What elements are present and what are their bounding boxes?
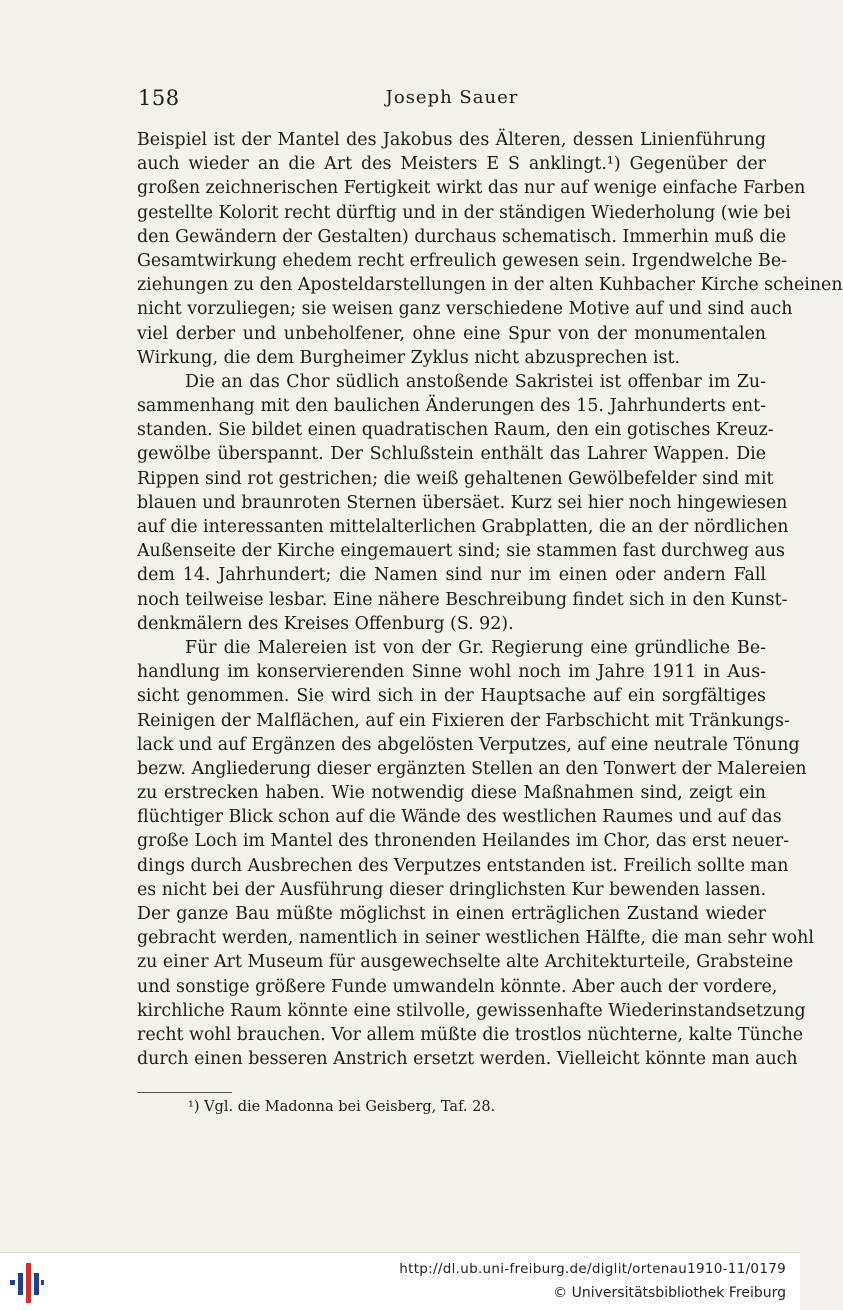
text-line: dings durch Ausbrechen des Verputzes entstanden ist. Freilich sollte man bbox=[137, 855, 789, 876]
viewer-footer bbox=[0, 1252, 800, 1310]
text-line: noch teilweise lesbar. Eine nähere Beschreibung findet sich in den Kunst- bbox=[137, 589, 788, 610]
library-logo-icon bbox=[10, 1263, 44, 1303]
running-head: Joseph Sauer bbox=[385, 87, 519, 108]
text-line: dem 14. Jahrhundert; die Namen sind nur im einen oder andern Fall bbox=[137, 565, 766, 586]
text-line: gebracht werden, namentlich in seiner westlichen Hälfte, die man sehr wohl bbox=[137, 928, 814, 949]
text-line: standen. Sie bildet einen quadratischen Raum, den ein gotisches Kreuz- bbox=[137, 420, 774, 441]
text-line: Reinigen der Malflächen, auf ein Fixieren der Farbschicht mit Tränkungs- bbox=[137, 710, 790, 731]
footnote-rule bbox=[137, 1092, 232, 1093]
text-line: und sonstige größere Funde umwandeln könnte. Aber auch der vordere, bbox=[137, 976, 778, 997]
text-line: Gesamtwirkung ehedem recht erfreulich gewesen sein. Irgendwelche Be- bbox=[137, 250, 788, 271]
text-line: Beispiel ist der Mantel des Jakobus des Älteren, dessen Linienführung bbox=[137, 130, 766, 150]
permalink-url[interactable]: http://dl.ub.uni-freiburg.de/diglit/ortenau1910-11/0179 bbox=[399, 1261, 786, 1277]
text-line: flüchtiger Blick schon auf die Wände des westlichen Raumes und auf das bbox=[137, 807, 782, 828]
body-text bbox=[137, 128, 843, 1071]
text-line: viel derber und unbeholfener, ohne eine Spur von der monumentalen bbox=[137, 323, 766, 344]
text-line: auf die interessanten mittelalterlichen Grabplatten, die an der nördlichen bbox=[137, 517, 789, 537]
text-line: gewölbe überspannt. Der Schlußstein enthält das Lahrer Wappen. Die bbox=[137, 444, 766, 465]
text-line: es nicht bei der Ausführung dieser dringlichsten Kur bewenden lassen. bbox=[137, 879, 766, 900]
text-line: durch einen besseren Anstrich ersetzt werden. Vielleicht könnte man auch bbox=[137, 1049, 798, 1070]
text-line: große Loch im Mantel des thronenden Heilandes im Chor, das erst neuer- bbox=[137, 831, 790, 852]
text-line: Rippen sind rot gestrichen; die weiß gehaltenen Gewölbefelder sind mit bbox=[137, 468, 774, 489]
text-line: großen zeichnerischen Fertigkeit wirkt das nur auf wenige einfache Farben bbox=[137, 178, 806, 199]
text-line: den Gewändern der Gestalten) durchaus schematisch. Immerhin muß die bbox=[137, 226, 787, 247]
text-line: nicht vorzuliegen; sie weisen ganz verschiedene Motive auf und sind auch bbox=[137, 299, 793, 320]
text-line: sicht genommen. Sie wird sich in der Hauptsache auf ein sorgfältiges bbox=[137, 686, 766, 707]
text-line: zu erstrecken haben. Wie notwendig diese Maßnahmen sind, zeigt ein bbox=[137, 783, 766, 804]
text-line: ziehungen zu den Aposteldarstellungen in der alten Kuhbacher Kirche scheinen bbox=[137, 275, 843, 296]
text-line: Für die Malereien ist von der Gr. Regierung eine gründliche Be- bbox=[185, 637, 766, 658]
text-line: handlung im konservierenden Sinne wohl noch im Jahre 1911 in Aus- bbox=[137, 662, 766, 683]
text-line: Die an das Chor südlich anstoßende Sakristei ist offenbar im Zu- bbox=[185, 371, 766, 392]
footnote: ¹) Vgl. die Madonna bei Geisberg, Taf. 28. bbox=[188, 1099, 496, 1115]
page-header bbox=[138, 86, 766, 116]
page-number: 158 bbox=[138, 86, 180, 110]
text-line: denkmälern des Kreises Offenburg (S. 92). bbox=[137, 613, 514, 634]
text-line: kirchliche Raum könnte eine stilvolle, gewissenhafte Wiederinstandsetzung bbox=[137, 1000, 806, 1021]
text-line: auch wieder an die Art des Meisters E S anklingt.¹) Gegenüber der bbox=[137, 154, 766, 175]
text-line: Außenseite der Kirche eingemauert sind; sie stammen fast durchweg aus bbox=[137, 541, 785, 562]
text-line: blauen und braunroten Sternen übersäet. Kurz sei hier noch hingewiesen bbox=[137, 492, 788, 513]
text-line: Wirkung, die dem Burgheimer Zyklus nicht abzusprechen ist. bbox=[137, 347, 680, 368]
text-line: sammenhang mit den baulichen Änderungen des 15. Jahrhunderts ent- bbox=[137, 396, 766, 417]
text-line: bezw. Angliederung dieser ergänzten Stellen an den Tonwert der Malereien bbox=[137, 758, 807, 779]
text-line: Der ganze Bau müßte möglichst in einen erträglichen Zustand wieder bbox=[137, 904, 766, 924]
text-line: zu einer Art Museum für ausgewechselte alte Architekturteile, Grabsteine bbox=[137, 952, 794, 973]
text-line: recht wohl brauchen. Vor allem müßte die trostlos nüchterne, kalte Tünche bbox=[137, 1024, 804, 1045]
copyright-notice: © Universitätsbibliothek Freiburg bbox=[553, 1285, 786, 1301]
text-line: lack und auf Ergänzen des abgelösten Verputzes, auf eine neutrale Tönung bbox=[137, 734, 800, 755]
text-line: gestellte Kolorit recht dürftig und in der ständigen Wiederholung (wie bei bbox=[137, 202, 791, 223]
